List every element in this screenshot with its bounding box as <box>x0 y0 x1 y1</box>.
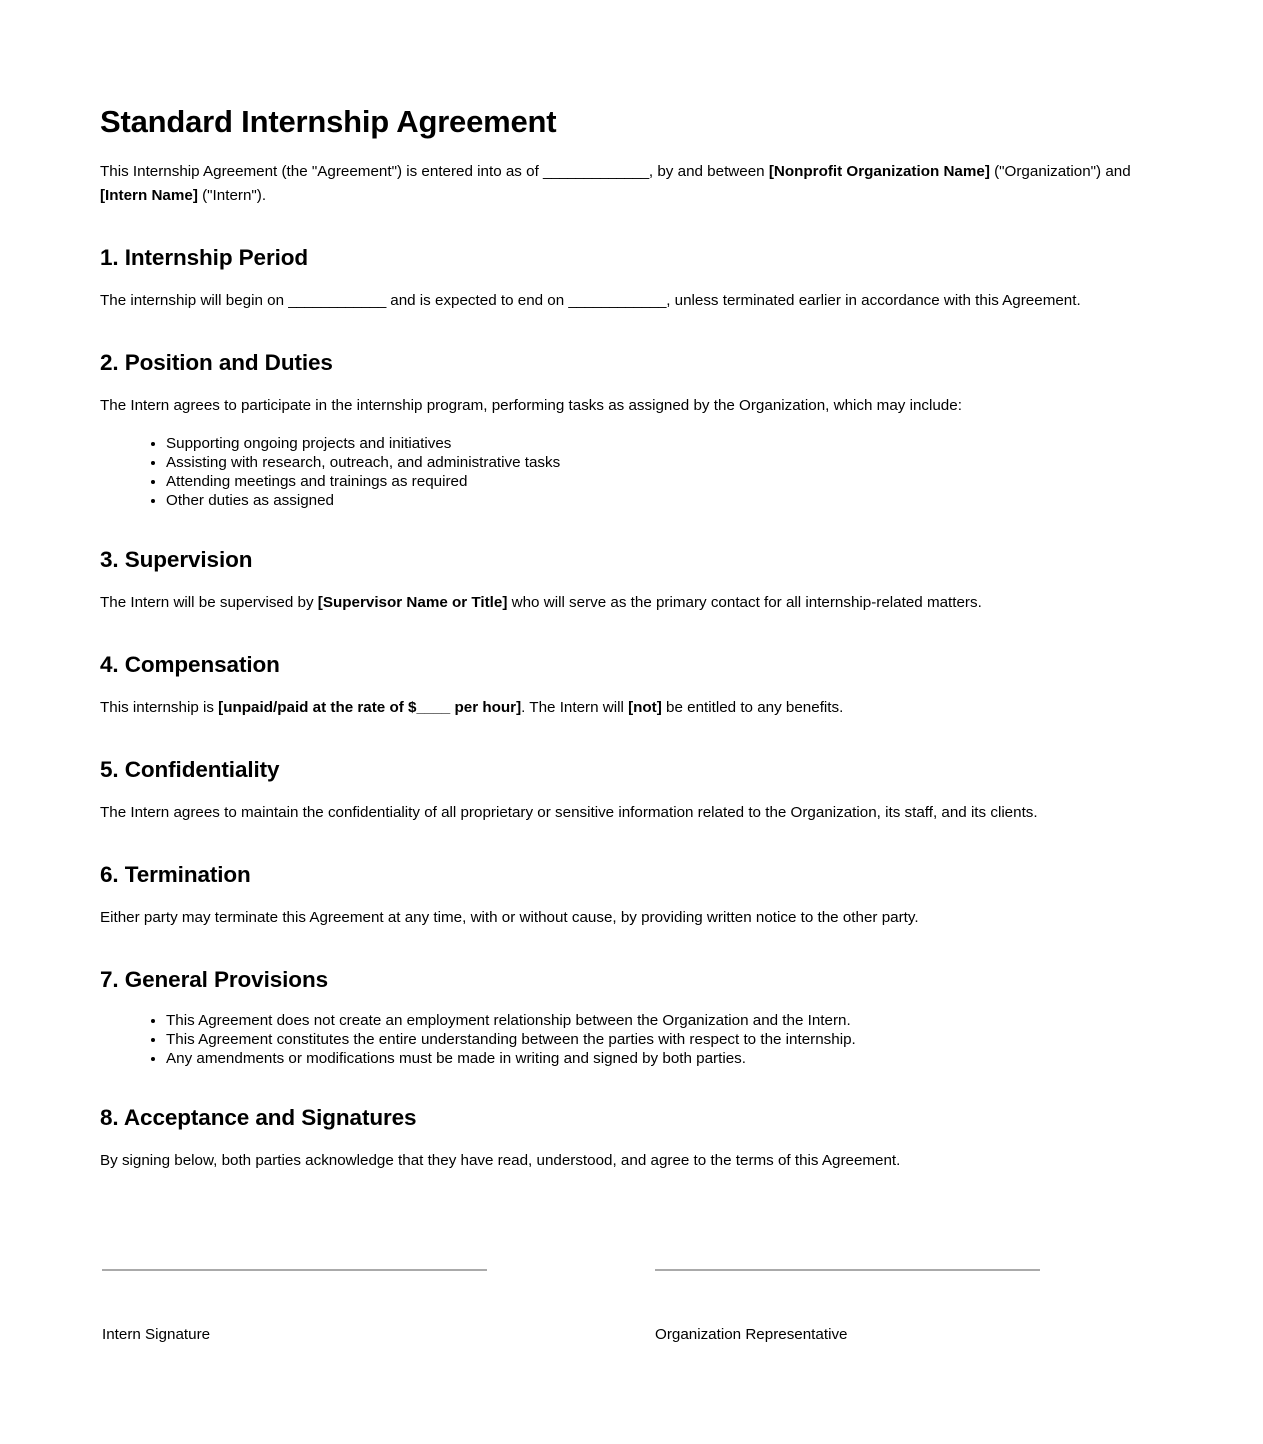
section-body-confidentiality: The Intern agrees to maintain the confidentiality of all proprietary or sensitive information related to the Organization, its staff, and its clients. <box>100 803 1038 821</box>
start-date-blank: ____________ <box>288 291 387 309</box>
duties-list <box>100 434 1155 510</box>
section-heading-termination: 6. Termination <box>100 861 251 887</box>
list-item: • This Agreement constitutes the entire understanding between the parties with respect to the internship. <box>166 1030 1155 1049</box>
supervisor-name-placeholder: [Supervisor Name or Title] <box>317 593 508 611</box>
section-heading-compensation: 4. Compensation <box>100 651 280 677</box>
section-heading-acceptance-and-signatures: 8. Acceptance and Signatures <box>100 1104 417 1130</box>
list-item: • Supporting ongoing projects and initiatives <box>166 434 1155 453</box>
intro-text-part2: , by and between <box>648 162 769 180</box>
general-provisions-list <box>100 1011 1155 1068</box>
page-title: Standard Internship Agreement <box>100 104 557 139</box>
compensation-text-part1: This internship is <box>100 698 219 716</box>
signature-label-intern: Intern Signature <box>102 1325 211 1343</box>
period-text-part3: , unless terminated earlier in accordance with this Agreement. <box>666 291 1081 309</box>
list-item: • Assisting with research, outreach, and administrative tasks <box>166 453 1155 472</box>
section-heading-general-provisions: 7. General Provisions <box>100 966 328 992</box>
supervision-text-part2: who will serve as the primary contact for all internship-related matters. <box>507 593 982 611</box>
section-body-supervision <box>100 591 1155 615</box>
benefits-not-placeholder: [not] <box>628 698 662 716</box>
list-item: • Any amendments or modifications must be made in writing and signed by both parties. <box>166 1049 1155 1068</box>
signature-block-intern <box>102 1269 487 1347</box>
section-body-compensation <box>100 696 1155 720</box>
section-lead-position-and-duties: The Intern agrees to participate in the internship program, performing tasks as assigned by the Organization, which may include: <box>100 396 962 414</box>
section-body-internship-period <box>100 289 1155 313</box>
compensation-text-part3: be entitled to any benefits. <box>661 698 844 716</box>
period-text-part2: and is expected to end on <box>386 291 569 309</box>
section-body-termination: Either party may terminate this Agreement at any time, with or without cause, by providing written notice to the other party. <box>100 908 919 926</box>
signature-block-organization <box>655 1269 1040 1347</box>
list-item: • Other duties as assigned <box>166 491 1155 510</box>
intro-text-part3: ("Organization") and <box>989 162 1131 180</box>
list-item: • This Agreement does not create an employment relationship between the Organization and the Intern. <box>166 1011 1155 1030</box>
supervision-text-part1: The Intern will be supervised by <box>100 593 318 611</box>
intro-text-part4: ("Intern"). <box>197 186 267 204</box>
signature-area <box>100 1269 1155 1347</box>
signature-line-intern[interactable] <box>102 1269 487 1271</box>
intro-date-blank: _____________ <box>543 162 649 180</box>
compensation-rate-placeholder: [unpaid/paid at the rate of $____ per hour] <box>218 698 522 716</box>
compensation-text-part2: . The Intern will <box>521 698 629 716</box>
section-heading-position-and-duties: 2. Position and Duties <box>100 349 333 375</box>
signature-line-organization[interactable] <box>655 1269 1040 1271</box>
section-heading-internship-period: 1. Internship Period <box>100 244 309 270</box>
intern-name-placeholder: [Intern Name] <box>100 186 198 204</box>
intro-paragraph <box>100 160 1155 208</box>
section-body-acceptance: By signing below, both parties acknowledge that they have read, understood, and agree to the terms of this Agreement. <box>100 1151 901 1169</box>
end-date-blank: ____________ <box>568 291 667 309</box>
section-heading-supervision: 3. Supervision <box>100 546 253 572</box>
organization-name-placeholder: [Nonprofit Organization Name] <box>768 162 990 180</box>
list-item: • Attending meetings and trainings as required <box>166 472 1155 491</box>
period-text-part1: The internship will begin on <box>100 291 289 309</box>
intro-text-part1: This Internship Agreement (the "Agreement") is entered into as of <box>100 162 544 180</box>
section-heading-confidentiality: 5. Confidentiality <box>100 756 280 782</box>
signature-label-organization: Organization Representative <box>655 1325 848 1343</box>
